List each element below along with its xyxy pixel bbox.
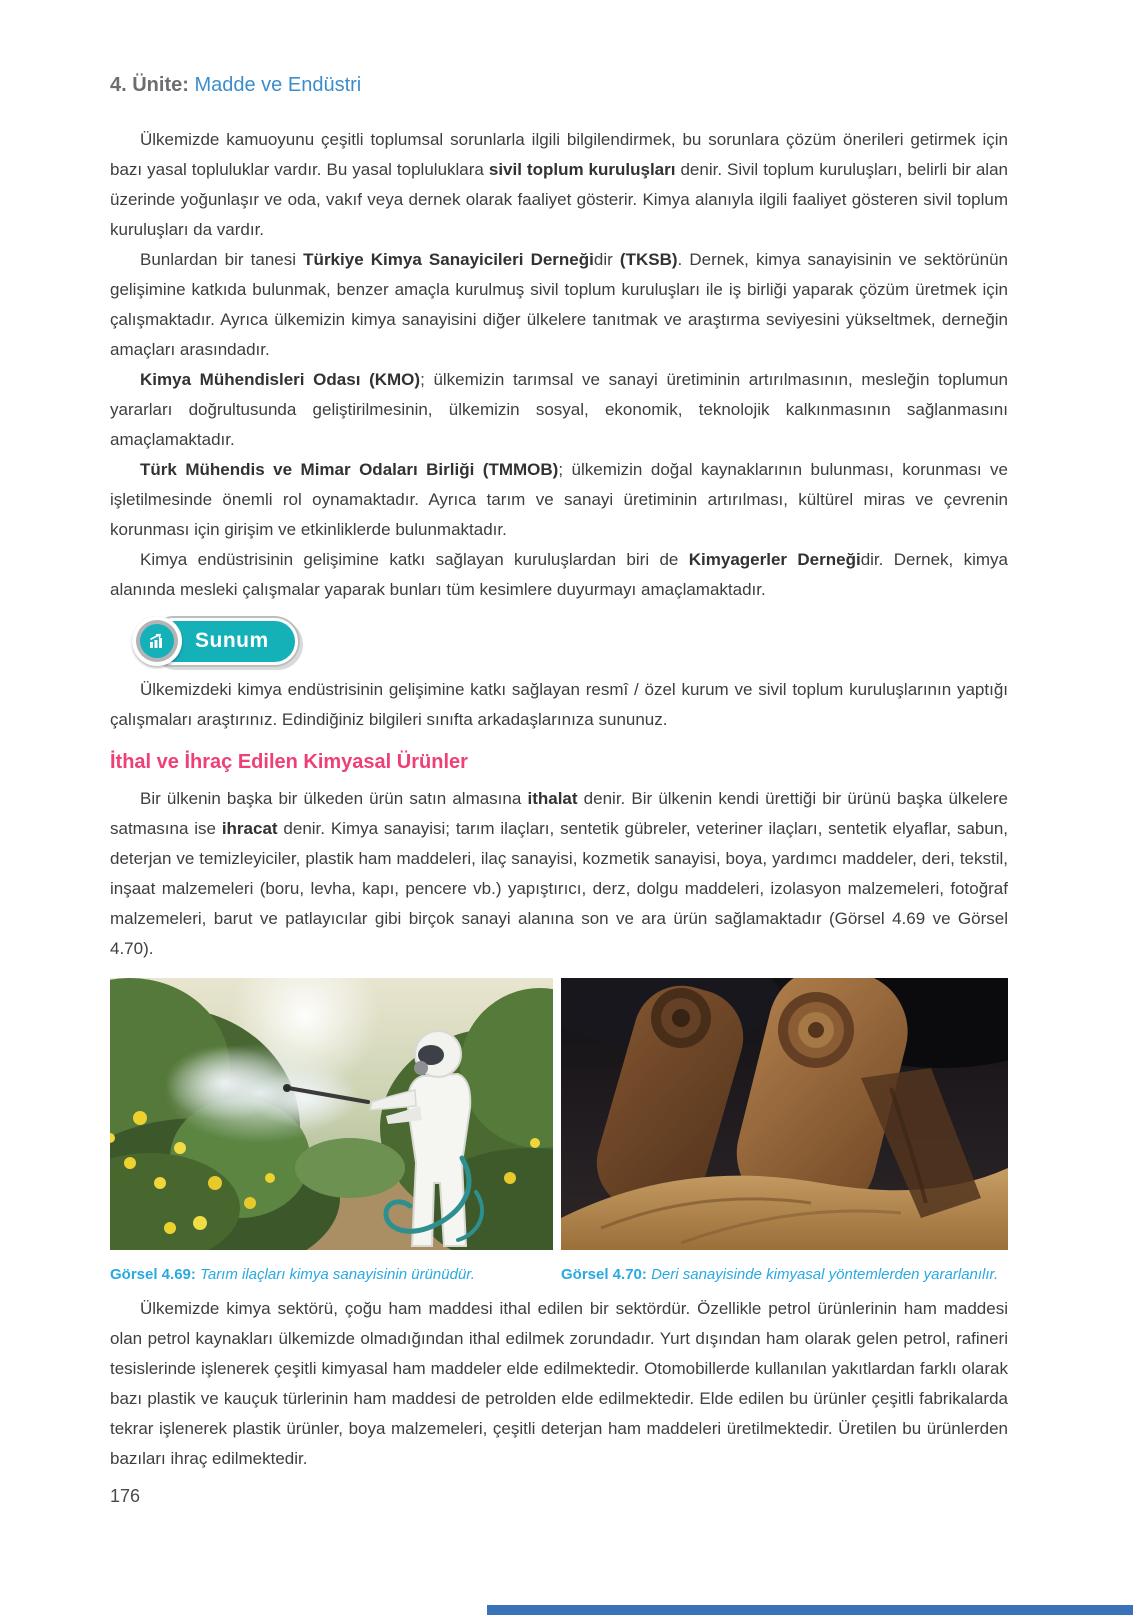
paragraph-civil-society	[110, 125, 1008, 245]
text-segment: Bir ülkenin başka bir ülkeden ürün satın almasına	[140, 789, 528, 808]
leather-rolls-photo	[561, 978, 1008, 1250]
unit-number-label: 4. Ünite:	[110, 74, 189, 96]
sunum-badge-label: Sunum	[150, 618, 298, 665]
text-segment: denir. Kimya sanayisi; tarım ilaçları, sentetik gübreler, veteriner ilaçları, sentetik elyaflar, sabun, deterjan ve temizleyiciler, plastik ham maddeleri, ilaç sanayisi, kozmetik sanayisi, boya, yardımcı maddeler, deri, tekstil, inşaat malzemeleri (boru, levha, kapı, pencere vb.) yapıştırıcı, derz, dolgu maddeleri, izolasyon malzemeleri, fotoğraf malzemeleri, barut ve patlayıcılar gibi birçok sanayi alanına son ve ara ürün sağlamaktadır (Görsel 4.69 ve Görsel 4.70).	[110, 819, 1009, 958]
figure-4-69-caption-label: Görsel 4.69:	[110, 1266, 196, 1283]
figure-4-70-caption	[561, 1260, 1008, 1290]
text-segment: Ülkemizde kamuoyunu çeşitli toplumsal sorunlarla ilgili bilgilendirmek, bu sorunlara çözüm önerileri getirmek için bazı yasal topluluklar vardır. Bu yasal topluluklara	[110, 130, 1008, 179]
orchard-spraying-photo	[110, 978, 553, 1250]
text-segment: ; ülkemizin tarımsal ve sanayi üretiminin artırılmasının, mesleğin toplumun yararları doğrultusunda geliştirilmesinin, ülkemizin sosyal, ekonomik, teknolojik kalkınmasının sağlanmasını amaçlamaktadır.	[110, 370, 1008, 449]
figure-4-69-caption	[110, 1260, 553, 1290]
paragraph-tmmob	[110, 455, 1008, 545]
text-segment: dir. Dernek, kimya alanında mesleki çalışmalar yaparak bunları tüm kesimlere duyurmayı amaçlamaktadır.	[110, 550, 1009, 599]
bold-text-segment: (TKSB)	[619, 250, 678, 269]
paragraph-tksb	[110, 245, 1008, 365]
bold-text-segment: Kimyagerler Derneği	[688, 550, 861, 569]
figure-4-70-caption-text: Deri sanayisinde kimyasal yöntemlerden yararlanılır.	[651, 1266, 999, 1283]
paragraph-activity-instruction	[110, 675, 1008, 735]
unit-title: Madde ve Endüstri	[194, 74, 362, 96]
text-segment: dir	[593, 250, 620, 269]
bold-text-segment: sivil toplum kuruluşları	[488, 160, 676, 179]
bold-text-segment: Kimya Mühendisleri Odası (KMO)	[140, 370, 421, 389]
paragraph-kimyagerler	[110, 545, 1008, 605]
figure-4-70	[561, 978, 1008, 1290]
bold-text-segment: ithalat	[527, 789, 578, 808]
text-segment: ; ülkemizin doğal kaynaklarının bulunması, korunması ve işletilmesinde önemli rol oynamaktadır. Ayrıca tarım ve sanayi üretiminin artırılması, kültürel miras ve çevrenin korunması için girişim ve etkinliklerde bulunmaktadır.	[110, 460, 1008, 539]
figure-4-69-caption-text: Tarım ilaçları kimya sanayisinin ürünüdür.	[200, 1266, 475, 1283]
text-segment: Ülkemizdeki kimya endüstrisinin gelişimine katkı sağlayan resmî / özel kurum ve sivil toplum kuruluşlarının yaptığı çalışmaları araştırınız. Edindiğiniz bilgileri sınıfta arkadaşlarınıza sununuz.	[110, 680, 1008, 729]
sunum-badge-circle	[132, 616, 182, 666]
paragraph-petrol-sector	[110, 1294, 1008, 1474]
figure-4-70-caption-label: Görsel 4.70:	[561, 1266, 647, 1283]
text-segment: Ülkemizde kimya sektörü, çoğu ham maddesi ithal edilen bir sektördür. Özellikle petrol ürünlerinin ham maddesi olan petrol kaynakları ülkemizde olmadığından ithal edilmek zorundadır. Yurt dışından ham olarak gelen petrol, rafineri tesislerinde işlenerek çeşitli kimyasal ham maddeler elde edilmektedir. Otomobillerde kullanılan yakıtlardan farklı olarak bazı plastik ve kauçuk türlerinin ham maddesi de petrolden elde edilmektedir. Elde edilen bu ürünler çeşitli fabrikalarda tekrar işlenerek plastik ürünler, boya malzemeleri, çeşitli deterjan ham maddeleri üretilmektedir. Üretilen bu ürünlerden bazıları ihraç edilmektedir.	[110, 1299, 1008, 1468]
sunum-badge[interactable]	[132, 615, 298, 667]
paragraph-import-export	[110, 784, 1008, 964]
unit-header	[110, 74, 1008, 97]
page-number: 176	[110, 1486, 141, 1506]
text-segment: Bunlardan bir tanesi	[140, 250, 304, 269]
text-segment: Kimya endüstrisinin gelişimine katkı sağlayan kuruluşlardan biri de	[140, 550, 689, 569]
figure-4-69	[110, 978, 553, 1290]
page-content	[110, 74, 1008, 1474]
bold-text-segment: Türk Mühendis ve Mimar Odaları Birliği (TMMOB)	[140, 460, 559, 479]
bold-text-segment: ihracat	[221, 819, 278, 838]
figure-row	[110, 978, 1008, 1290]
section-heading-import-export: İthal ve İhraç Edilen Kimyasal Ürünler	[110, 751, 468, 773]
text-segment: denir. Bir ülkenin kendi ürettiği bir ürünü başka ülkelere satmasına ise	[110, 789, 1008, 838]
text-segment: denir. Sivil toplum kuruluşları, belirli bir alan üzerinde yoğunlaşır ve oda, vakıf veya dernek olarak faaliyet gösterir. Kimya alanıyla ilgili faaliyet gösteren sivil toplum kuruluşları da vardır.	[110, 160, 1008, 239]
footer-accent-bar	[487, 1605, 1133, 1615]
bold-text-segment: Türkiye Kimya Sanayicileri Derneği	[303, 250, 594, 269]
paragraph-kmo	[110, 365, 1008, 455]
text-segment: . Dernek, kimya sanayisinin ve sektörünün gelişimine katkıda bulunmak, benzer amaçla kurulmuş sivil toplum kuruluşları ile iş birliği yaparak çözüm üretmek için çalışmaktadır. Ayrıca ülkemizin kimya sanayisini diğer ülkelere tanıtmak ve araştırma seviyesini yükseltmek, derneğin amaçları arasındadır.	[110, 250, 1008, 359]
presentation-chart-icon	[140, 624, 174, 658]
